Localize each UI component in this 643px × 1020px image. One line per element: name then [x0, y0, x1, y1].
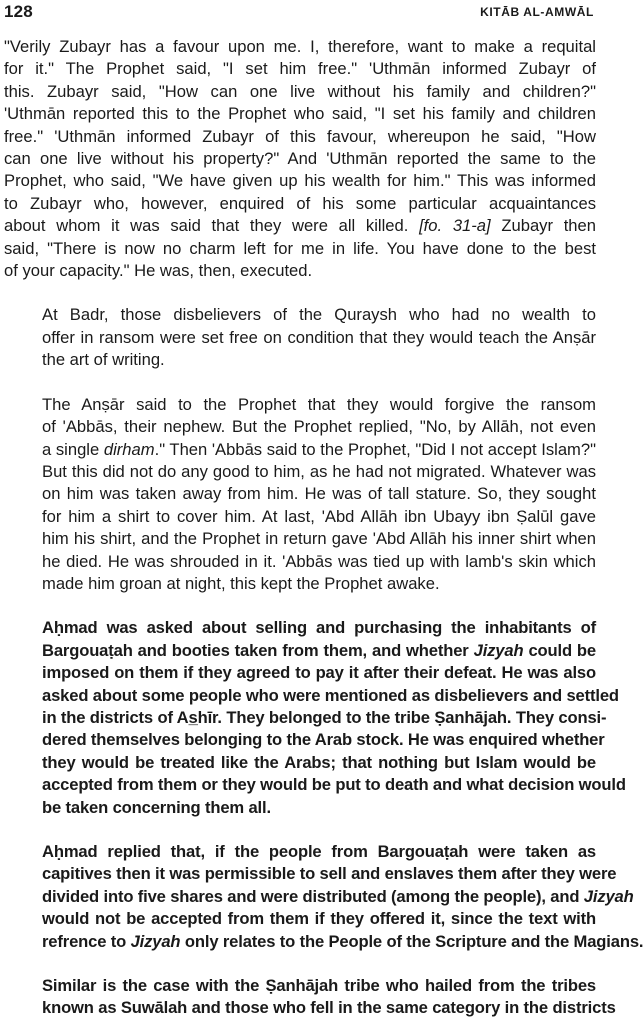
paragraph: [4, 304, 596, 371]
text-line: capitives then it was permissible to sell and enslaves them after they were: [42, 864, 617, 884]
paragraph: [4, 394, 596, 596]
text-line: "Verily Zubayr has a favour upon me. I, therefore, want to make a requital: [4, 37, 596, 56]
text-line: dered themselves belonging to the Arab stock. He was enquired whether: [42, 730, 605, 750]
text-line: for it." The Prophet said, "I set him free." 'Uthmān informed Zubayr of: [4, 59, 596, 79]
page-header: [4, 2, 596, 26]
text-line: Aḥmad was asked about selling and purchasing the inhabitants of: [42, 618, 596, 638]
text-line: asked about some people who were mentioned as disbelievers and settled: [42, 685, 619, 705]
text-line: a single dirham." Then 'Abbās said to the Prophet, "Did I not accept Islam?": [42, 439, 596, 459]
text-line: can one live without his property?" And 'Uthmān reported the same to the: [4, 149, 596, 169]
text-line: Aḥmad replied that, if the people from Bargouaṭah were taken as: [42, 842, 596, 861]
text-line: free." 'Uthmān informed Zubayr of this favour, whereupon he said, "How: [4, 126, 596, 146]
text-line: for him a shirt to cover him. At last, 'Abd Allāh ibn Ubayy ibn Ṣalūl gave: [42, 506, 596, 526]
paragraph: [4, 617, 626, 819]
paragraph: [4, 841, 643, 953]
text-line: But this did not do any good to him, as he had not migrated. Whatever was: [42, 461, 596, 481]
text-line: him his shirt, and the Prophet in return gave 'Abd Allāh his inner shirt when: [42, 529, 596, 549]
text-line: made him groan at night, this kept the Prophet awake.: [42, 573, 440, 593]
text-line: of 'Abbās, their nephew. But the Prophet replied, "No, by Allāh, not even: [42, 417, 596, 437]
text-line: At Badr, those disbelievers of the Quraysh who had no wealth to: [42, 305, 596, 325]
text-line: accepted from them or they would be put to death and what decision would: [42, 775, 626, 795]
running-head: KITĀB AL-AMWĀL: [480, 5, 594, 19]
text-line: offer in ransom were set free on condition that they would teach the Anṣār: [42, 327, 596, 347]
text-line: The Anṣār said to the Prophet that they would forgive the ransom: [42, 394, 596, 414]
text-line: said, "There is now no charm left for me in life. You have done to the best: [4, 238, 596, 258]
text-line: Similar is the case with the Ṣanhājah tribe who hailed from the tribes: [42, 976, 596, 996]
text-line: the art of writing.: [42, 350, 165, 370]
text-line: Prophet, who said, "We have given up his wealth for him." This was informed: [4, 171, 596, 191]
text-line: would not be accepted from them if they offered it, since the text with: [42, 909, 596, 929]
paragraph: [4, 36, 596, 282]
text-line: in the districts of As̲hīr. They belonged to the tribe Ṣanhājah. They consi-: [42, 707, 607, 727]
body-text: [4, 36, 643, 1020]
text-line: 'Uthmān reported this to the Prophet who said, "I set his family and children: [4, 104, 596, 124]
text-line: known as Suwālah and those who fell in the same category in the districts: [42, 998, 616, 1018]
text-line: they would be treated like the Arabs; that nothing but Islam would be: [42, 752, 596, 772]
text-line: to Zubayr who, however, enquired of his some particular acquaintances: [4, 193, 596, 213]
text-line: about whom it was said that they were all killed. [fo. 31-a] Zubayr then: [4, 216, 596, 236]
text-line: of your capacity." He was, then, executed.: [4, 261, 313, 281]
text-line: on him was taken away from him. He was of tall stature. So, they sought: [42, 484, 596, 504]
text-line: he died. He was shrouded in it. 'Abbās was tied up with lamb's skin which: [42, 551, 596, 571]
paragraph: [4, 975, 616, 1020]
text-line: Bargouaṭah and booties taken from them, and whether Jizyah could be: [42, 640, 596, 660]
text-line: divided into five shares and were distributed (among the people), and Jizyah: [42, 886, 634, 906]
text-line: refrence to Jizyah only relates to the People of the Scripture and the Magians.: [42, 931, 643, 951]
text-line: this. Zubayr said, "How can one live without his family and children?": [4, 81, 596, 101]
page-number: 128: [4, 2, 33, 21]
text-line: imposed on them if they agreed to pay it after their defeat. He was also: [42, 663, 596, 683]
text-line: be taken concerning them all.: [42, 797, 271, 817]
